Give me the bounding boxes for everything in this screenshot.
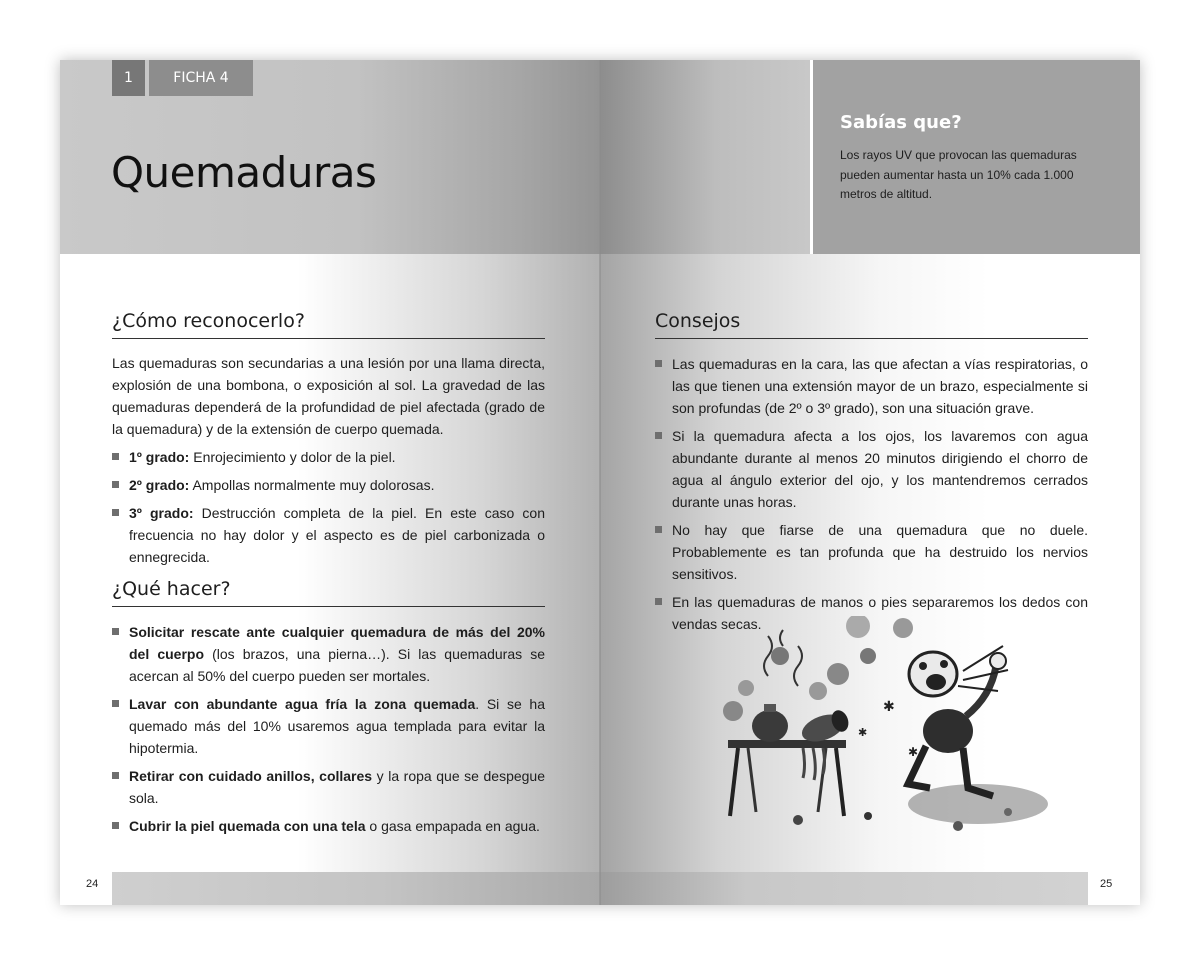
ficha-tab: FICHA 4: [149, 60, 253, 96]
burn-cartoon-illustration: [708, 616, 1058, 836]
recognize-intro: Las quemaduras son secundarias a una lesión por una llama directa, explosión de una bombona, o exposición al sol. La gravedad de las quemaduras dependerá de la profundidad de piel afectada (grado de la quemadura) y de la extensión de cuerpo quemada.: [112, 355, 545, 437]
recognize-section: [112, 310, 545, 574]
list-item: 1º grado: Enrojecimiento y dolor de la piel.: [112, 446, 545, 468]
svg-text:✱: ✱: [883, 699, 895, 715]
did-you-know-text: Los rayos UV que provocan las quemaduras pueden aumentar hasta un 10% cada 1.000 metros de altitud.: [840, 148, 1077, 201]
list-item: En las quemaduras de manos o pies separaremos los dedos con vendas secas.: [655, 591, 1088, 635]
spine-gutter: [599, 60, 601, 905]
list-item: 2º grado: Ampollas normalmente muy dolorosas.: [112, 474, 545, 496]
list-item: Solicitar rescate ante cualquier quemadura de más del 20% del cuerpo (los brazos, una pierna…). Si las quemaduras se acercan al 50% del cuerpo pueden ser mortales.: [112, 621, 545, 687]
tips-list: [655, 353, 1088, 635]
svg-text:✱: ✱: [858, 726, 868, 739]
page-title: Quemaduras: [111, 148, 377, 197]
footer-band: [600, 872, 1088, 905]
did-you-know-title: Sabías que?: [840, 112, 962, 133]
recognize-heading: ¿Cómo reconocerlo?: [112, 310, 545, 339]
header-band: [600, 60, 810, 254]
section-number-tab: 1: [112, 60, 145, 96]
tips-heading: Consejos: [655, 310, 1088, 339]
list-item: Cubrir la piel quemada con una tela o gasa empapada en agua.: [112, 815, 545, 837]
degree-list: [112, 446, 545, 568]
list-item: No hay que fiarse de una quemadura que no duele. Probablemente es tan profunda que ha destruido los nervios sensitivos.: [655, 519, 1088, 585]
list-item: 3º grado: Destrucción completa de la piel. En este caso con frecuencia no hay dolor y el aspecto es de piel carbonizada o ennegrecida.: [112, 502, 545, 568]
footer-band: [112, 872, 600, 905]
todo-heading: ¿Qué hacer?: [112, 578, 545, 607]
todo-list: [112, 621, 545, 837]
todo-section: [112, 578, 545, 843]
list-item: Lavar con abundante agua fría la zona quemada. Si se ha quemado más del 10% usaremos agua templada para evitar la hipotermia.: [112, 693, 545, 759]
tips-section: [655, 310, 1088, 641]
page-number: 24: [86, 878, 99, 890]
page-number: 25: [1100, 878, 1113, 890]
list-item: Retirar con cuidado anillos, collares y la ropa que se despegue sola.: [112, 765, 545, 809]
did-you-know-box: [813, 60, 1140, 254]
right-page: [600, 60, 1140, 905]
book-spread: [60, 60, 1140, 905]
list-item: Si la quemadura afecta a los ojos, los lavaremos con agua abundante durante al menos 20 minutos dirigiendo el chorro de agua al ángulo exterior del ojo, y los mantendremos cerrados durante unas horas.: [655, 425, 1088, 513]
svg-text:✱: ✱: [908, 745, 919, 759]
list-item: Las quemaduras en la cara, las que afectan a vías respiratorias, o las que tienen una extensión mayor de un brazo, especialmente si son profundas (de 2º o 3º grado), son una situación grave.: [655, 353, 1088, 419]
left-page: [60, 60, 600, 905]
